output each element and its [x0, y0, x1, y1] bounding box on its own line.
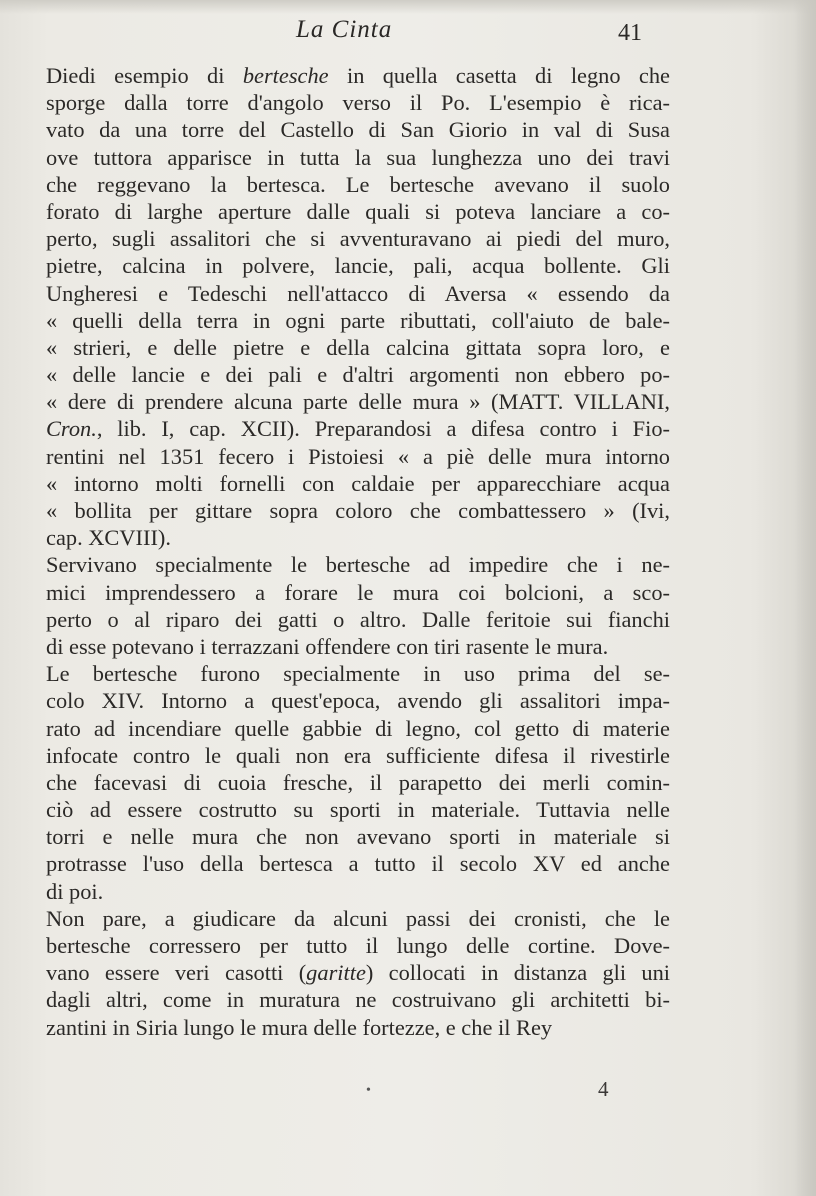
- text-line: colo XIV. Intorno a quest'epoca, avendo gli assalitori impa-: [46, 688, 670, 714]
- text-line: di esse potevano i terrazzani offendere con tiri rasente le mura.: [46, 633, 609, 659]
- text-line: « bollita per gittare sopra coloro che combattessero » (Ivi,: [46, 498, 670, 523]
- text-line: « delle lancie e dei pali e d'altri argomenti non ebbero po-: [46, 362, 670, 388]
- text-line: torri e nelle mura che non avevano sporti in materiale si: [46, 824, 670, 850]
- text-line: rentini nel 1351 fecero i Pistoiesi « a piè delle mura intorno: [46, 443, 670, 469]
- text-line: infocate contro le quali non era sufficiente difesa il rivestirle: [46, 742, 670, 768]
- running-header: [0, 14, 816, 48]
- text-line: Diedi esempio di bertesche in quella casetta di legno che: [46, 63, 670, 88]
- text-line: protrasse l'uso della bertesca a tutto il secolo XV ed anche: [46, 851, 670, 877]
- text-line: « dere di prendere alcuna parte delle mura » (MATT. VILLANI,: [46, 389, 670, 415]
- text-line: ciò ad essere costrutto su sporti in materiale. Tuttavia nelle: [46, 797, 670, 823]
- text-line: perto, sugli assalitori che si avventuravano ai piedi del muro,: [46, 226, 670, 252]
- text-line: cap. XCVIII).: [46, 525, 171, 551]
- running-title: La Cinta: [296, 16, 393, 43]
- text-line: forato di larghe aperture dalle quali si poteva lanciare a co-: [46, 198, 670, 224]
- text-line: perto o al riparo dei gatti o altro. Dalle feritoie sui fianchi: [46, 606, 670, 632]
- page-right-shadow: [794, 0, 816, 1196]
- text-line: dagli altri, come in muratura ne costruivano gli architetti bi-: [46, 987, 670, 1013]
- text-line: Servivano specialmente le bertesche ad impedire che i ne-: [46, 552, 670, 578]
- text-line: ove tuttora apparisce in tutta la sua lunghezza uno dei travi: [46, 144, 670, 170]
- footer-dot: •: [366, 1083, 371, 1098]
- text-line: che reggevano la bertesca. Le bertesche avevano il suolo: [46, 171, 670, 197]
- body-text: [46, 62, 670, 1041]
- text-line: vano essere veri casotti (garitte) collocati in distanza gli uni: [46, 960, 670, 986]
- text-line: Ungheresi e Tedeschi nell'attacco di Aversa « essendo da: [46, 280, 670, 306]
- text-line: zantini in Siria lungo le mura delle fortezze, e che il Rey: [46, 1014, 553, 1040]
- text-line: Non pare, a giudicare da alcuni passi dei cronisti, che le: [46, 905, 670, 931]
- page-number: 41: [618, 20, 642, 46]
- text-line: Le bertesche furono specialmente in uso prima del se-: [46, 661, 670, 687]
- text-line: Cron., lib. I, cap. XCII). Preparandosi a difesa contro i Fio-: [46, 416, 670, 442]
- text-line: « quelli della terra in ogni parte ributtati, coll'aiuto de bale-: [46, 307, 670, 333]
- text-line: bertesche corressero per tutto il lungo delle cortine. Dove-: [46, 933, 670, 958]
- text-line: « strieri, e delle pietre e della calcina gittata sopra loro, e: [46, 334, 670, 360]
- signature-mark: 4: [598, 1077, 609, 1101]
- text-line: pietre, calcina in polvere, lancie, pali, acqua bollente. Gli: [46, 253, 670, 279]
- page-top-shadow: [0, 0, 816, 14]
- text-line: che facevasi di cuoia fresche, il parapetto dei merli comin-: [46, 769, 670, 795]
- text-line: sporge dalla torre d'angolo verso il Po. L'esempio è rica-: [46, 90, 670, 116]
- text-line: rato ad incendiare quelle gabbie di legno, col getto di materie: [46, 715, 670, 741]
- text-line: mici imprendessero a forare le mura coi bolcioni, a sco-: [46, 579, 670, 605]
- text-line: di poi.: [46, 878, 104, 904]
- text-line: vato da una torre del Castello di San Giorio in val di Susa: [46, 117, 670, 143]
- text-line: « intorno molti fornelli con caldaie per apparecchiare acqua: [46, 470, 670, 496]
